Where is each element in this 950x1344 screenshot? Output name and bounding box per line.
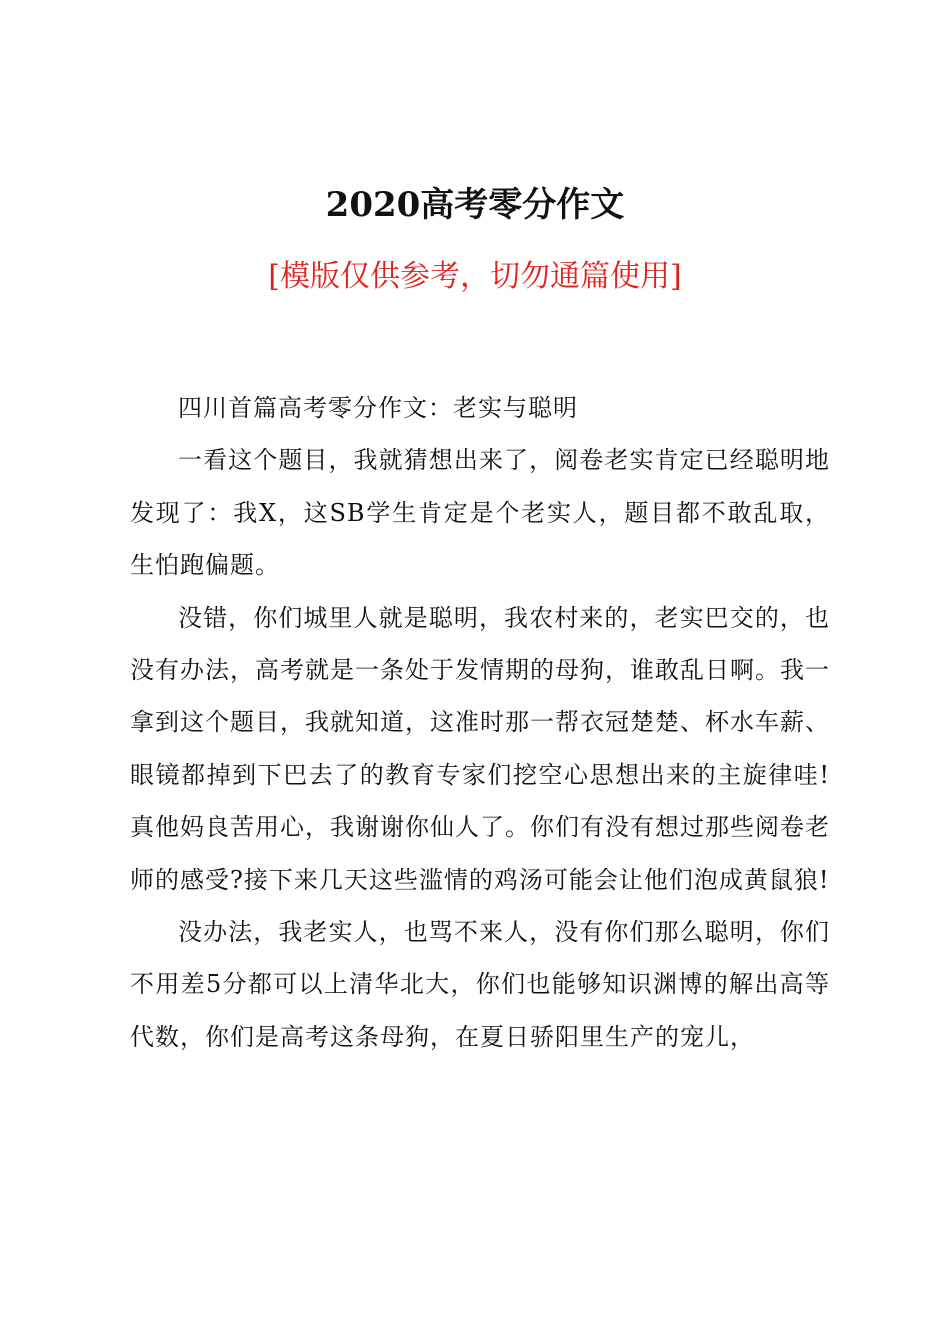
paragraph: 一看这个题目，我就猜想出来了，阅卷老实肯定已经聪明地发现了：我X，这SB学生肯定是个老实人，题目都不敢乱取，生怕跑偏题。 xyxy=(130,446,830,580)
document-subtitle: [模版仅供参考，切勿通篇使用] xyxy=(268,259,682,294)
document-title: 2020高考零分作文 xyxy=(325,185,625,225)
paragraph: 没错，你们城里人就是聪明，我农村来的，老实巴交的，也没有办法，高考就是一条处于发情期的母狗，谁敢乱日啊。我一拿到这个题目，我就知道，这准时那一帮衣冠楚楚、杯水车薪、眼镜都掉到下巴去了的教育专家们挖空心思想出来的主旋律哇!真他妈良苦用心，我谢谢你仙人了。你们有没有想过那些阅卷老师的感受?接下来几天这些滥情的鸡汤可能会让他们泡成黄鼠狼! xyxy=(130,603,830,894)
paragraph: 四川首篇高考零分作文：老实与聪明 xyxy=(178,394,578,422)
document-body xyxy=(130,382,830,1063)
paragraph: 没办法，我老实人，也骂不来人，没有你们那么聪明，你们不用差5分都可以上清华北大，你们也能够知识渊博的解出高等代数，你们是高考这条母狗，在夏日骄阳里生产的宠儿， xyxy=(130,918,830,1051)
